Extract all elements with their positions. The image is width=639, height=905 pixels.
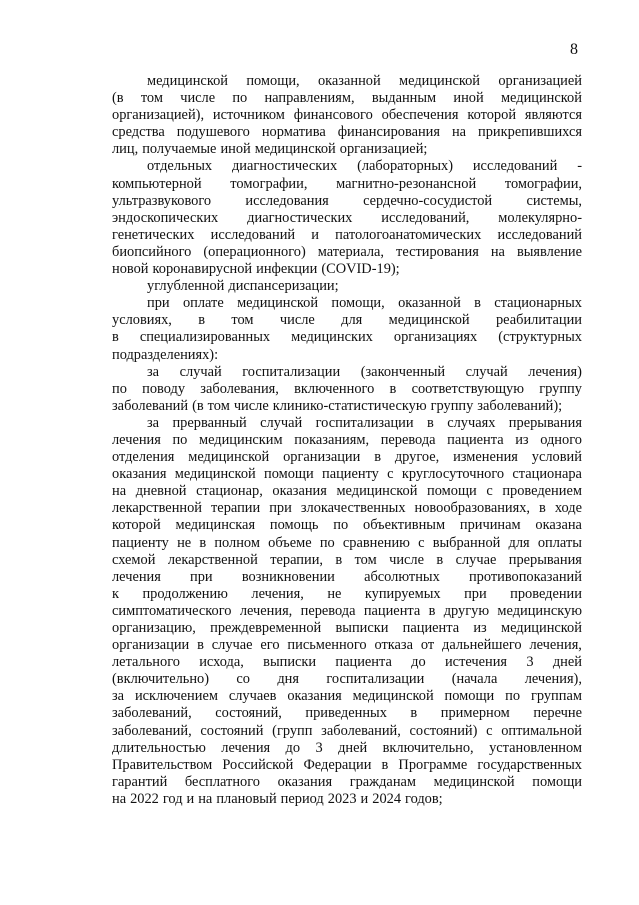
text-line: ультразвукового исследования сердечно-сосудистой системы, (112, 192, 582, 209)
text-line: оказания медицинской помощи пациенту с круглосуточного стационара (112, 466, 582, 483)
text-line: симптоматического лечения, перевода пациента в другую медицинскую (112, 602, 582, 619)
text-line: организацию, преждевременной выписки пациента из медицинской (112, 620, 582, 636)
text-line: компьютерной томографии, магнитно-резонансной томографии, (112, 175, 582, 192)
text-line: лечения при возникновении абсолютных противопоказаний (112, 568, 582, 585)
text-line: за исключением случаев оказания медицинской помощи по группам (112, 688, 582, 705)
text-line: отделения медицинской организации в другое, изменения условий (112, 449, 582, 466)
text-line: подразделениях): (112, 346, 219, 363)
text-line: биопсийного (операционного) материала, тестирования на выявление (112, 243, 582, 260)
text-line: новой коронавирусной инфекции (COVID-19); (112, 261, 400, 278)
document-body (112, 73, 582, 808)
text-line: заболеваний (в том числе клинико-статистическую группу заболеваний); (112, 397, 563, 414)
text-line: пациенту не в полном объеме по сравнению с выбранной для оплаты (112, 534, 582, 551)
text-line: условиях, в том числе для медицинской реабилитации (112, 312, 582, 329)
text-line: генетических исследований и патологоанатомических исследований (112, 226, 582, 243)
text-line: на дневной стационар, оказания медицинской помощи с проведением (112, 483, 582, 500)
text-line: к продолжению лечения, не купируемых при проведении (112, 585, 582, 602)
text-line: за случай госпитализации (законченный случай лечения) (147, 363, 582, 380)
text-line: в специализированных медицинских организациях (структурных (112, 329, 582, 346)
text-line: на 2022 год и на плановый период 2023 и 2024 годов; (112, 790, 443, 807)
text-line: эндоскопических диагностических исследований, молекулярно- (112, 209, 582, 226)
text-line: (в том числе по направлениям, выданным иной медицинской (112, 90, 582, 107)
text-line: Правительством Российской Федерации в Программе государственных (112, 756, 582, 773)
text-line: гарантий бесплатного оказания гражданам медицинской помощи (112, 773, 582, 790)
text-line: организации в случае его письменного отказа от дальнейшего лечения, (112, 637, 582, 654)
text-line: медицинской помощи, оказанной медицинской организацией (147, 73, 582, 89)
text-line: по поводу заболевания, включенного в соответствующую группу (112, 380, 582, 397)
text-line: заболеваний, состояний, приведенных в примерном перечне (112, 705, 582, 722)
page-number: 8 (570, 41, 578, 58)
text-line: углубленной диспансеризации; (147, 278, 339, 295)
text-line: средства подушевого норматива финансирования на прикрепившихся (112, 124, 582, 141)
text-line: длительностью лечения до 3 дней включительно, установленном (112, 739, 582, 756)
text-line: (включительно) со дня госпитализации (начала лечения), (112, 671, 582, 688)
text-line: лекарственной терапии при злокачественных новообразованиях, в ходе (112, 500, 582, 517)
text-line: за прерванный случай госпитализации в случаях прерывания (147, 414, 582, 431)
text-line: лечения по медицинским показаниям, перевода пациента из одного (112, 431, 582, 448)
text-line: схемой лекарственной терапии, в том числе в случае прерывания (112, 551, 582, 568)
text-line: которой медицинская помощь по объективным причинам оказана (112, 517, 582, 534)
text-line: лиц, получаемые иной медицинской организацией; (112, 141, 428, 158)
text-line: организацией), источником финансового обеспечения которой являются (112, 107, 582, 124)
text-line: отдельных диагностических (лабораторных) исследований - (147, 158, 582, 175)
text-line: летального исхода, выписки пациента до истечения 3 дней (112, 654, 582, 671)
text-line: при оплате медицинской помощи, оказанной в стационарных (147, 295, 582, 312)
text-line: заболеваний, состояний (групп заболеваний, состояний) с оптимальной (112, 722, 582, 739)
